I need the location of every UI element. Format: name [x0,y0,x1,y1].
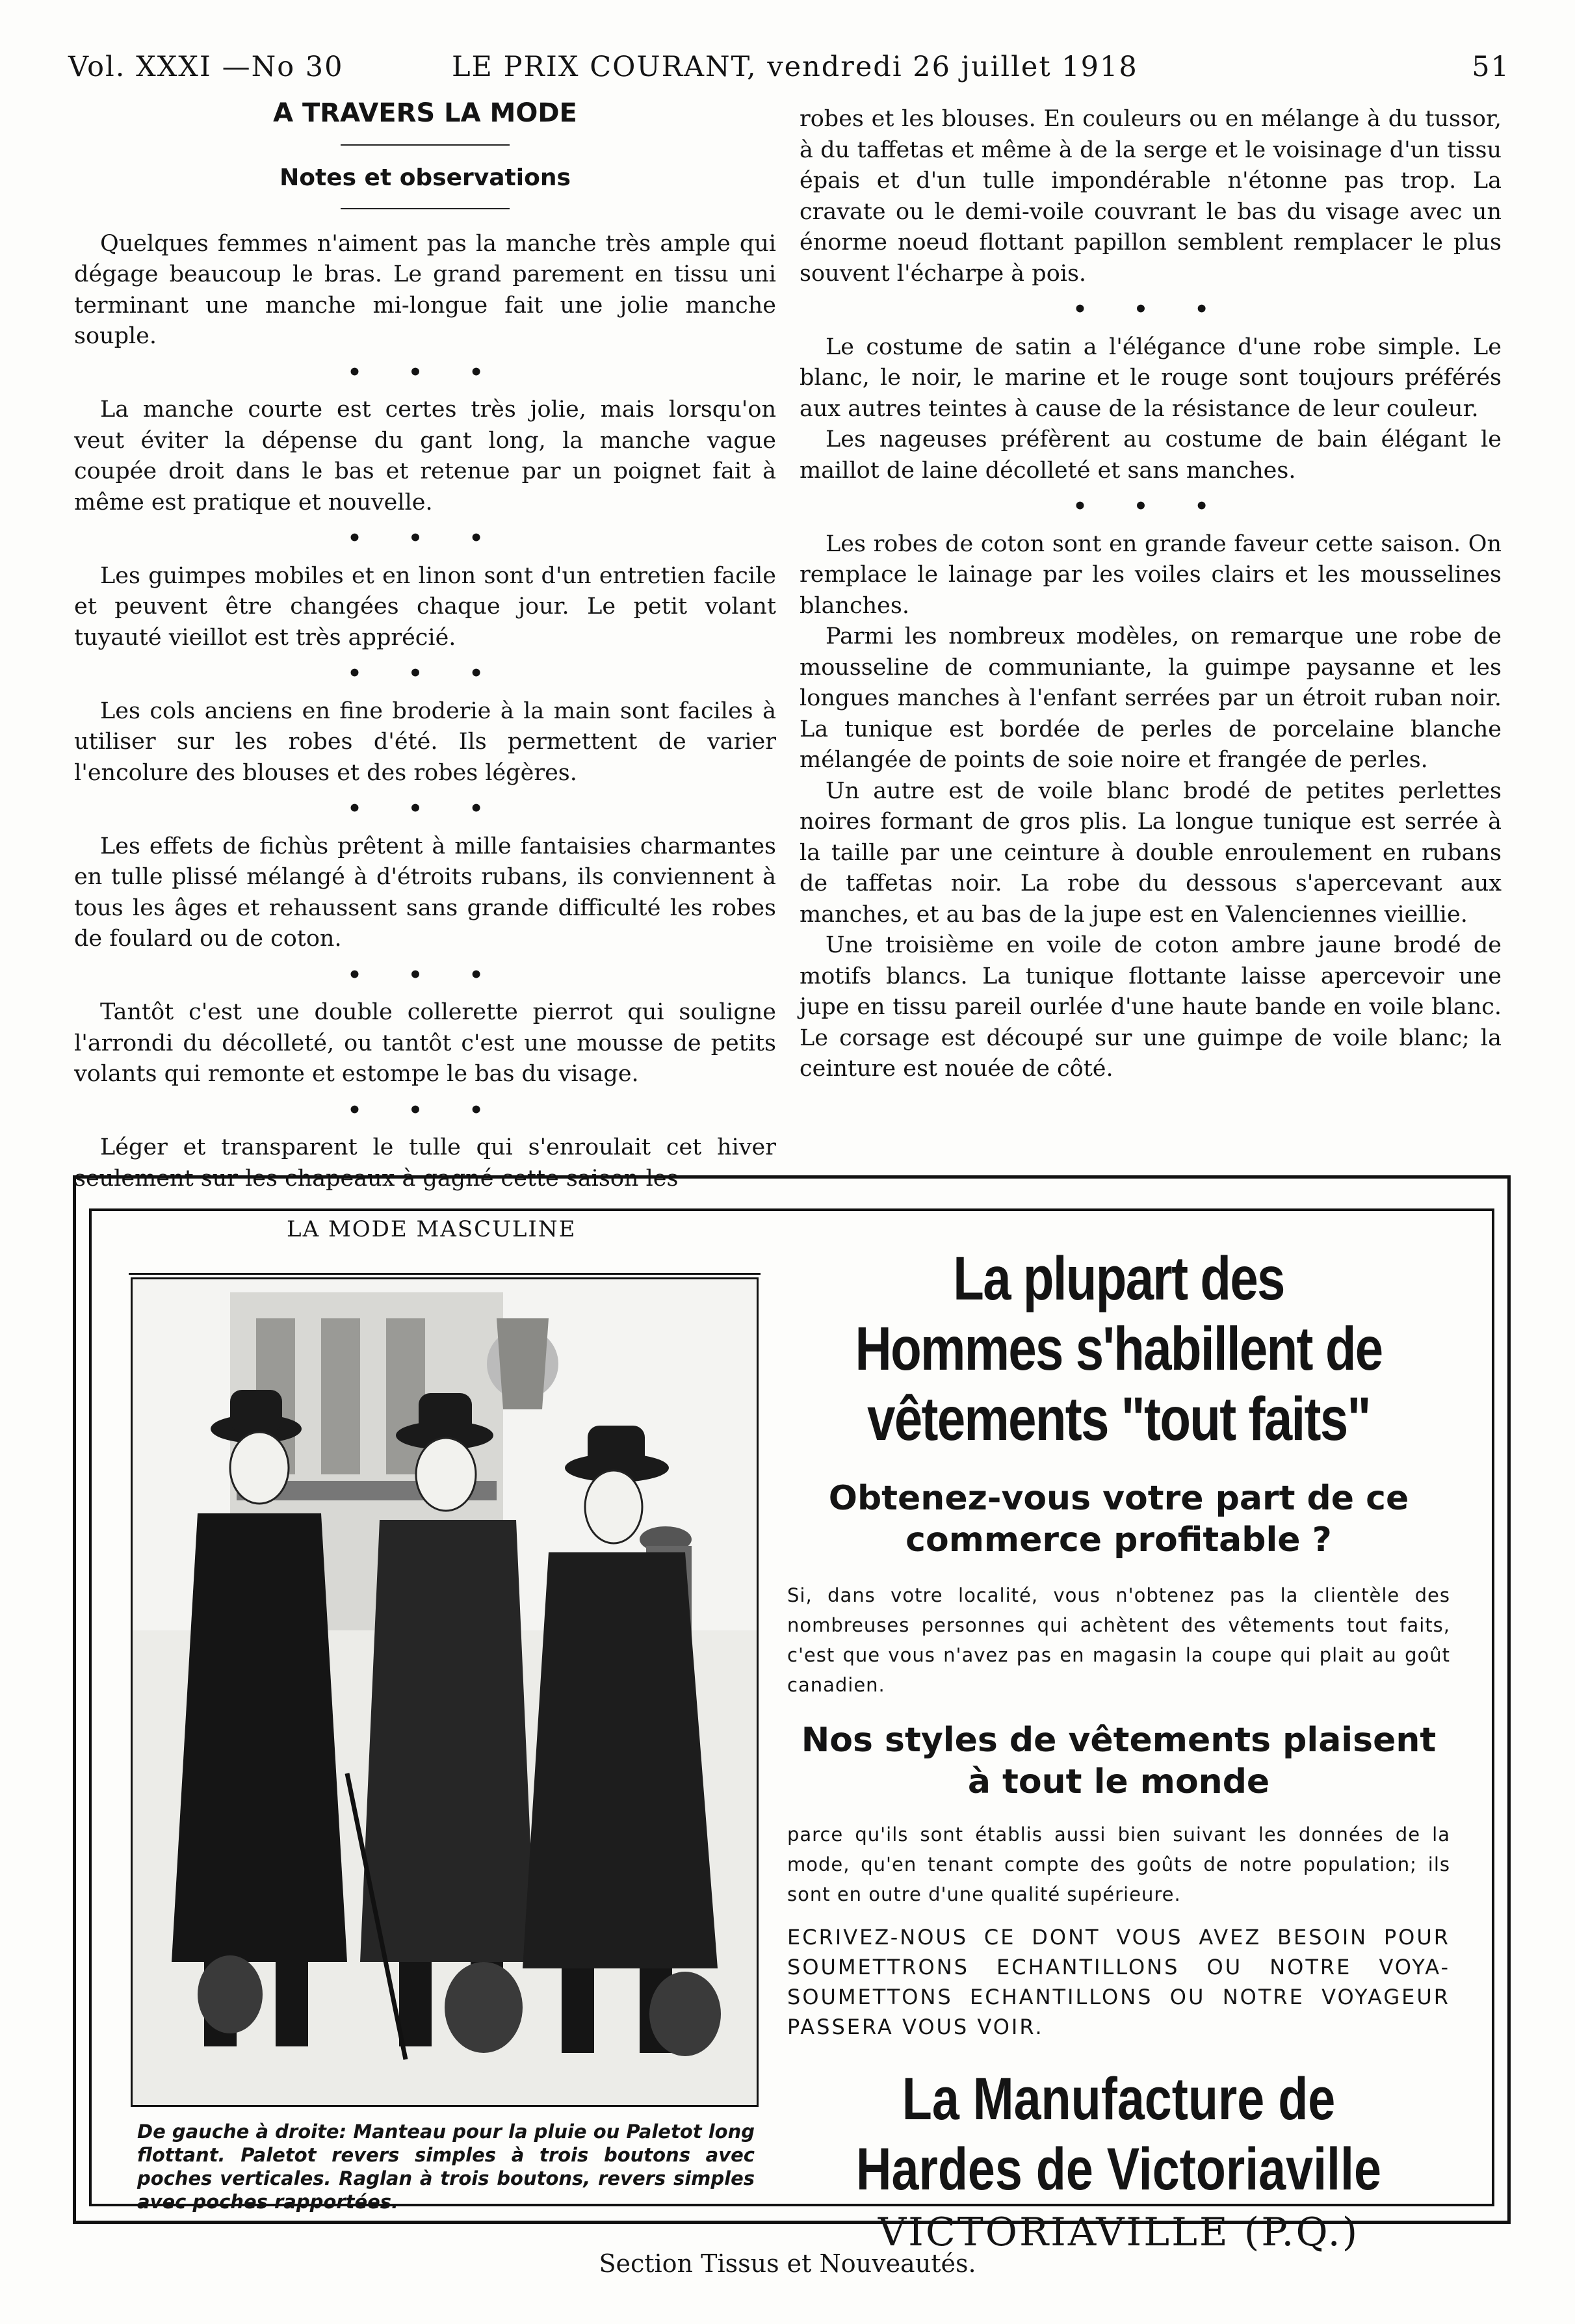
advertisement-inner-frame [89,1208,1494,2255]
separator-dots: • • • [347,660,503,686]
article-subtitle: Notes et observations [280,164,571,191]
separator-dots: • • • [347,796,503,822]
ad-headline: La plupart des Hommes s'habillent de vêtements "tout faits" [855,1244,1383,1454]
article-left-column [74,98,776,1194]
page-number: 51 [1472,51,1510,83]
article-paragraph: Un autre est de voile blanc brodé de petites perlettes noires formant de gros plis. La longue tunique est serrée à la taille par une ceinture à double enroulement en rubans de taffetas noir. La robe du dessous s'apercevant aux manches, et au bas de la jupe est en Valenciennes vieillie. [800,777,1502,928]
ad-body-clientele: Si, dans votre localité, vous n'obtenez pas la clientèle des nombreuses personnes qui achètent des vêtements tout faits, c'est que vous n'avez pas en magasin la coupe qui plait au goût canadien. [787,1584,1450,1696]
illustration-caption: De gauche à droite: Manteau pour la pluie ou Paletot long flottant. Paletot revers simples à trois boutons avec poches verticales. Raglan à trois boutons, revers simples avec poches rapportées. [137,2121,755,2213]
newspaper-title-date: LE PRIX COURANT, vendredi 26 juillet 1918 [452,51,1138,83]
article-paragraph: Les effets de fichùs prêtent à mille fantaisies charmantes en tulle plissé mélangé à d'étroits rubans, ils conviennent à tous les âges et rehaussent sans grande difficulté les robes de foulard ou de coton. [74,833,776,952]
article-paragraph: Parmi les nombreux modèles, on remarque une robe de mousseline de communiante, la guimpe paysanne et les longues manches à l'enfant serrées par un étroit ruban noir. La tunique est bordée de perles de porcelaine blanche mélangée de points de soie noire et frangée de perles. [800,623,1502,773]
company-name: La Manufacture de Hardes de Victoriaville [856,2066,1381,2202]
advertisement-box [73,1175,1511,2255]
title-rule [341,144,510,146]
advertisement-copy [787,1244,1450,2255]
volume-number: Vol. XXXI —No 30 [68,51,344,83]
page-header [68,51,1510,90]
article-right-column [800,104,1502,1085]
article-title: A TRAVERS LA MODE [273,98,577,128]
separator-dots: • • • [347,961,503,988]
article-paragraph: Le costume de satin a l'élégance d'une robe simple. Le blanc, le noir, le marine et le rouge sont toujours préférés aux autres teintes à cause de la résistance de leur couleur. [800,333,1502,422]
separator-dots: • • • [1073,296,1229,322]
ad-body-quality: parce qu'ils sont établis aussi bien suivant les données de la mode, qu'en tenant compte des goûts de notre population; ils sont en outre d'une qualité supérieure. [787,1823,1450,1905]
separator-dots: • • • [347,359,503,385]
menswear-illustration [131,1277,759,2107]
article-paragraph: Les guimpes mobiles et en linon sont d'un entretien facile et peuvent être changées chaque jour. Le petit volant tuyauté vieillot est très apprécié. [74,562,776,651]
ad-subhead-profit: Obtenez-vous votre part de ce commerce profitable ? [828,1479,1409,1560]
section-label: LA MODE MASCULINE [287,1216,577,1242]
article-paragraph: robes et les blouses. En couleurs ou en mélange à du tussor, à du taffetas et même à de la serge et le voisinage d'un tissu épais et d'un tulle impondérable n'étonne pas trop. La cravate ou le demi-voile couvrant le bas du visage avec un énorme noeud flottant papillon semblent remplacer le plus souvent l'écharpe à pois. [800,106,1502,287]
article-paragraph: Les nageuses préfèrent au costume de bain élégant le maillot de laine décolleté et sans manches. [800,426,1502,484]
article-paragraph: Léger et transparent le tulle qui s'enroulait cet hiver seulement sur les chapeaux à gagné cette saison les [74,1134,776,1192]
three-men-coats-drawing [133,1279,757,2105]
article-paragraph: Une troisième en voile de coton ambre jaune brodé de motifs blancs. La tunique flottante laisse apercevoir une jupe en tissu pareil ourlée d'une haute bande en voile blanc. Le corsage est découpé sur une guimpe de voile blanc; la ceinture est nouée de côté. [800,932,1502,1082]
section-footer: Section Tissus et Nouveautés. [599,2249,976,2278]
separator-dots: • • • [347,525,503,551]
separator-dots: • • • [347,1097,503,1123]
separator-dots: • • • [1073,493,1229,519]
article-paragraph: Les cols anciens en fine broderie à la main sont faciles à utiliser sur les robes d'été. Ils permettent de varier l'encolure des blouses et des robes légères. [74,698,776,786]
ad-call-to-action: ECRIVEZ-NOUS CE DONT VOUS AVEZ BESOIN POUR SOUMETTRONS ECHANTILLONS OU NOTRE VOYA-SOUMETTONS ECHANTILLONS OU NOTRE VOYAGEUR PASSERA VOUS VOIR. [787,1925,1450,2039]
article-paragraph: Quelques femmes n'aiment pas la manche très ample qui dégage beaucoup le bras. Le grand parement en tissu uni terminant une manche mi-longue fait une jolie manche souple. [74,230,776,349]
article-paragraph: La manche courte est certes très jolie, mais lorsqu'on veut éviter la dépense du gant long, la manche vague coupée droit dans le bas et retenue par un poignet fait à même est pratique et nouvelle. [74,397,776,516]
article-paragraph: Les robes de coton sont en grande faveur cette saison. On remplace le lainage par les voiles clairs et les mousselines blanches. [800,530,1502,619]
ad-subhead-styles: Nos styles de vêtements plaisent à tout le monde [801,1721,1437,1801]
article-paragraph: Tantôt c'est une double collerette pierrot qui souligne l'arrondi du décolleté, ou tantôt c'est une mousse de petits volants qui remonte et estompe le bas du visage. [74,999,776,1087]
company-city: VICTORIAVILLE (P.Q.) [878,2210,1360,2255]
subtitle-rule [341,208,510,209]
